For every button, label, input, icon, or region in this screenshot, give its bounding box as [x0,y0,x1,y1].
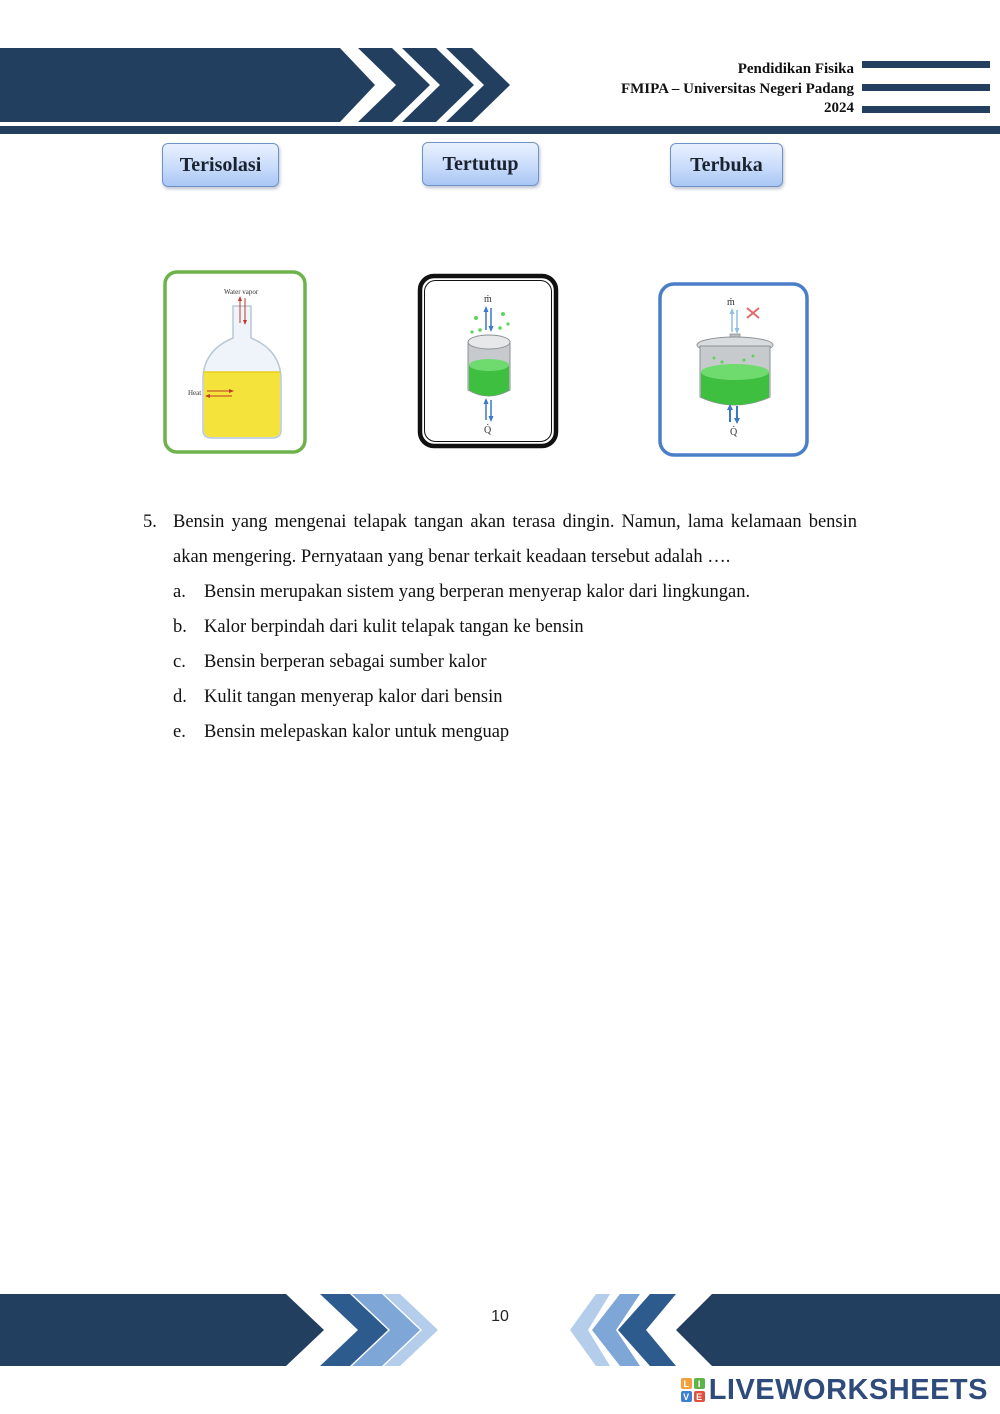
mass-flow-symbol-open: ṁ [727,297,735,308]
header-institution [454,60,854,119]
question-5 [143,505,857,750]
option-text: Bensin merupakan sistem yang berperan menyerap kalor dari lingkungan. [204,582,751,602]
isolated-system-figure[interactable] [160,268,310,458]
water-vapor-label: Water vapor [224,288,259,296]
closed-system-figure[interactable] [416,272,561,452]
liveworksheets-logo-text: LIVEWORKSHEETS [708,1373,988,1406]
liveworksheets-logo-icon [681,1378,705,1402]
option-e[interactable] [173,715,857,750]
liveworksheets-logo[interactable] [681,1374,988,1406]
option-b[interactable] [173,610,857,645]
logo-letter: I [694,1378,705,1389]
heat-label: Heat [188,389,202,397]
option-letter: c. [173,652,186,672]
header-program: Pendidikan Fisika [737,61,854,77]
header-year: 2024 [824,100,854,116]
open-system-button[interactable]: Terbuka [670,143,783,187]
option-letter: b. [173,617,187,637]
mass-flow-symbol: ṁ [484,294,492,305]
option-letter: a. [173,582,186,602]
option-text: Bensin melepaskan kalor untuk menguap [204,722,510,742]
option-c[interactable] [173,645,857,680]
option-letter: d. [173,687,187,707]
logo-letter: V [681,1391,692,1402]
option-text: Bensin berperan sebagai sumber kalor [204,652,487,672]
option-text: Kalor berpindah dari kulit telapak tangan ke bensin [204,617,584,637]
heat-flow-symbol: Q̇ [484,425,492,436]
option-a[interactable] [173,575,857,610]
logo-letter: L [681,1378,692,1389]
question-number: 5. [143,512,157,532]
option-letter: e. [173,722,186,742]
isolated-system-button[interactable]: Terisolasi [162,143,279,187]
page-number: 10 [491,1308,509,1325]
header-university: FMIPA – Universitas Negeri Padang [620,80,854,97]
question-text: Bensin yang mengenai telapak tangan akan terasa dingin. Namun, lama kelamaan bensin akan mengering. Pernyataan yang benar terkait keadaan tersebut adalah …. [173,512,857,567]
heat-flow-symbol-open: Q̇ [730,427,738,438]
footer-banner [0,1288,1000,1374]
logo-letter: E [694,1391,705,1402]
option-text: Kulit tangan menyerap kalor dari bensin [204,687,503,707]
closed-system-button[interactable]: Tertutup [422,142,539,186]
open-system-figure[interactable] [656,280,811,460]
option-d[interactable] [173,680,857,715]
